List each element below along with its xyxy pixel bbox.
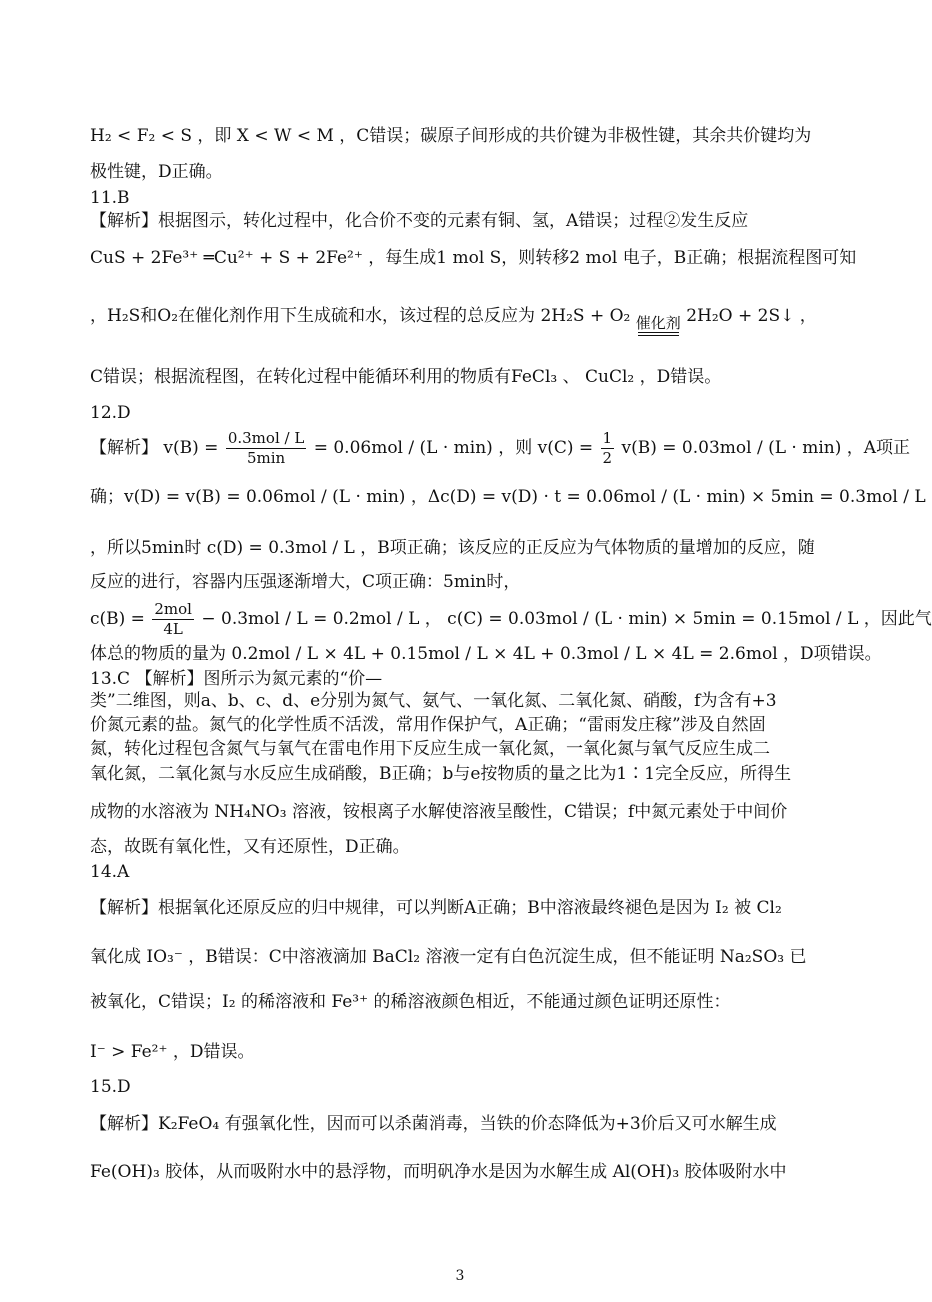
text-line: 被氧化，C错误；I₂ 的稀溶液和 Fe³⁺ 的稀溶液颜色相近，不能通过颜色证明还原性： — [90, 992, 731, 1012]
text-line: I⁻ > Fe²⁺ ，D错误。 — [90, 1042, 255, 1062]
text-line: 【解析】根据图示，转化过程中，化合价不变的元素有铜、氢，A错误；过程②发生反应 — [90, 211, 749, 231]
equation-part: − 0.3mol / L = 0.2mol / L ， c(C) = 0.03mol / (L · min) × 5min = 0.15mol / L ，因此气 — [201, 609, 932, 629]
numerator: 1 — [602, 429, 613, 447]
numerator: 2mol — [154, 600, 192, 618]
text-line: 反应的进行，容器内压强逐渐增大，C项正确：5min时， — [90, 572, 521, 592]
text-line: 极性键，D正确。 — [90, 162, 223, 182]
text-line: 类”二维图，则a、b、c、d、e分别为氮气、氨气、一氧化氮、二氧化氮、硝酸，f为含有+3 — [90, 691, 777, 711]
equation-part: v(B) = — [163, 438, 219, 458]
text-line: 价氮元素的盐。氮气的化学性质不活泼，常用作保护气，A正确；“雷雨发庄稼”涉及自然固 — [90, 715, 766, 735]
catalyst-label: 催化剂 — [635, 314, 681, 332]
equation-lhs: 2H₂S + O₂ — [540, 306, 631, 326]
equation-part: = 0.06mol / (L · min) ，则 v(C) = — [313, 438, 594, 458]
denominator: 5min — [246, 449, 286, 467]
text-segment: ，H₂S和O₂在催化剂作用下生成硫和水，该过程的总反应为 — [90, 306, 536, 326]
text-line: 氧化氮，二氧化氮与水反应生成硝酸，B正确；b与e按物质的量之比为1∶1完全反应，所得生 — [90, 764, 792, 784]
text-line: Fe(OH)₃ 胶体，从而吸附水中的悬浮物，而明矾净水是因为水解生成 Al(OH)₃ 胶体吸附水中 — [90, 1162, 787, 1182]
text-line: ，所以5min时 c(D) = 0.3mol / L ，B项正确；该反应的正反应为气体物质的量增加的反应，随 — [90, 538, 815, 558]
question-number: 11.B — [90, 188, 130, 208]
denominator: 4L — [163, 620, 183, 638]
equation-part: c(B) = — [90, 609, 145, 629]
fraction — [601, 429, 615, 468]
text-line: 体总的物质的量为 0.2mol / L × 4L + 0.15mol / L × 4L + 0.3mol / L × 4L = 2.6mol ，D项错误。 — [90, 644, 882, 664]
text-segment: 【解析】 — [90, 438, 158, 458]
numerator: 0.3mol / L — [227, 429, 305, 447]
fraction — [152, 600, 194, 639]
equation-line — [90, 296, 850, 336]
equation-line — [90, 596, 932, 642]
text-line: 态，故既有氧化性，又有还原性，D正确。 — [90, 837, 410, 857]
text-line: C错误；根据流程图，在转化过程中能循环利用的物质有FeCl₃ 、 CuCl₂ ，D错误。 — [90, 367, 722, 387]
text-line: 确；v(D) = v(B) = 0.06mol / (L · min) ，Δc(D) = v(D) · t = 0.06mol / (L · min) × 5min = 0.3mol / L — [90, 487, 926, 507]
equation-part: v(B) = 0.03mol / (L · min) ，A项正 — [621, 438, 911, 458]
text-line: 【解析】K₂FeO₄ 有强氧化性，因而可以杀菌消毒，当铁的价态降低为+3价后又可水解生成 — [90, 1114, 777, 1134]
text-line: 氮，转化过程包含氮气与氧气在雷电作用下反应生成一氧化氮，一氧化氮与氧气反应生成二 — [90, 739, 770, 759]
catalyst-arrow — [636, 314, 681, 336]
question-number: 15.D — [90, 1077, 131, 1097]
page-number: 3 — [455, 1268, 465, 1284]
text-line: 13.C 【解析】图所示为氮元素的“价— — [90, 669, 383, 689]
equation-rhs: 2H₂O + 2S↓ ， — [686, 306, 817, 326]
fraction — [226, 429, 306, 468]
denominator: 2 — [602, 449, 613, 467]
text-line: 【解析】根据氧化还原反应的归中规律，可以判断A正确；B中溶液最终褪色是因为 I₂ 被 Cl₂ — [90, 898, 782, 918]
text-line: 氧化成 IO₃⁻ ，B错误：C中溶液滴加 BaCl₂ 溶液一定有白色沉淀生成，但不能证明 Na₂SO₃ 已 — [90, 947, 807, 967]
equals-bar — [638, 332, 679, 336]
question-number: 14.A — [90, 862, 130, 882]
text-line: 成物的水溶液为 NH₄NO₃ 溶液，铵根离子水解使溶液呈酸性，C错误；f中氮元素处于中间价 — [90, 802, 788, 822]
text-line: CuS + 2Fe³⁺ ═Cu²⁺ + S + 2Fe²⁺ ，每生成1 mol S，则转移2 mol 电子，B正确；根据流程图可知 — [90, 248, 857, 268]
equation-line — [90, 424, 911, 472]
question-number: 12.D — [90, 403, 131, 423]
text-line: H₂ < F₂ < S ，即 X < W < M ，C错误；碳原子间形成的共价键为非极性键，其余共价键均为 — [90, 126, 812, 146]
